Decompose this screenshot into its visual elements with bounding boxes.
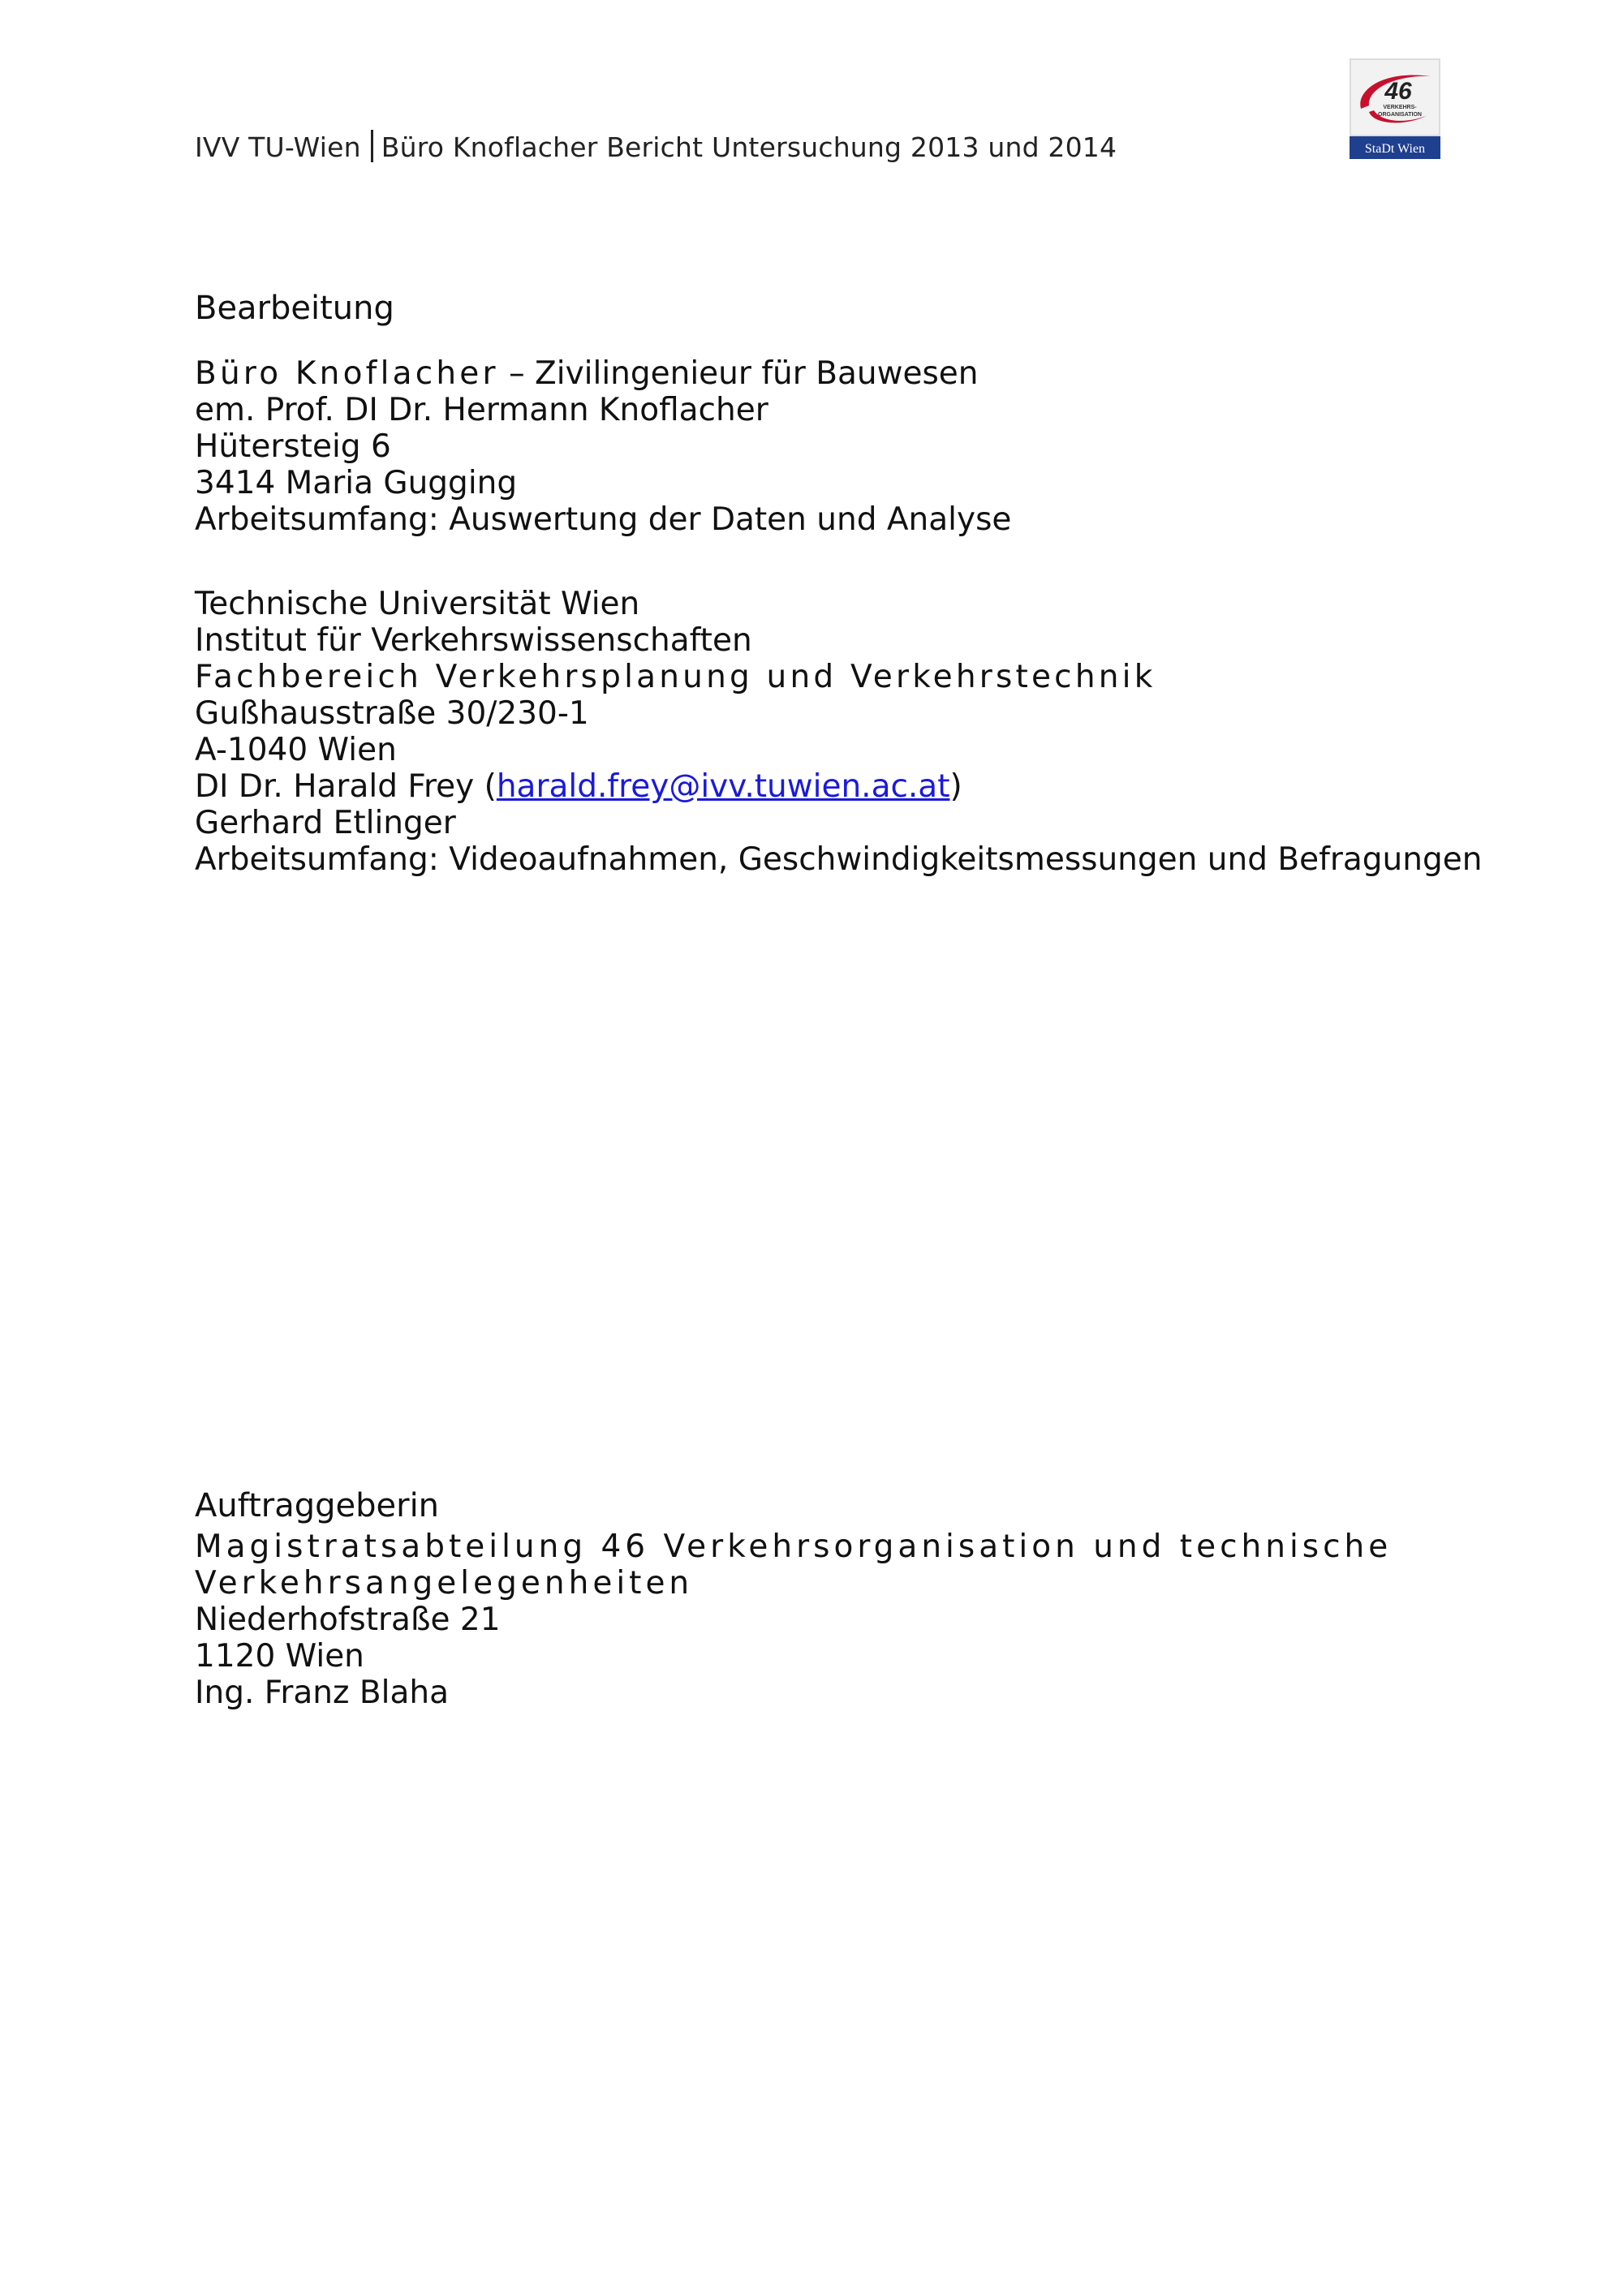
logo-subtitle-1: VERKEHRS- — [1383, 105, 1417, 110]
tu-university: Technische Universität Wien — [195, 586, 640, 622]
bearbeitung-city: 3414 Maria Gugging — [195, 465, 518, 501]
auftraggeberin-org-line2: Verkehrsangelegenheiten — [195, 1565, 694, 1602]
auftraggeberin-person: Ing. Franz Blaha — [195, 1675, 449, 1711]
tu-section — [195, 586, 1482, 878]
buero-name: Büro Knoflacher — [195, 355, 499, 392]
buero-suffix: – Zivilingenieur für Bauwesen — [498, 355, 979, 392]
tu-contact — [195, 768, 1482, 805]
contact-email-link[interactable]: harald.frey@ivv.tuwien.ac.at — [496, 768, 950, 805]
ma46-logo — [1350, 58, 1440, 159]
contact-prefix: DI Dr. Harald Frey ( — [195, 768, 497, 805]
header-separator — [371, 130, 373, 162]
bearbeitung-street: Hütersteig 6 — [195, 428, 391, 465]
bearbeitung-heading: Bearbeitung — [195, 290, 394, 327]
bearbeitung-section — [195, 286, 1011, 538]
contact-suffix: ) — [949, 768, 962, 805]
header-title: Büro Knoflacher Bericht Untersuchung 2013 und 2014 — [381, 131, 1117, 163]
running-header — [195, 130, 1117, 163]
header-left: IVV TU-Wien — [195, 131, 361, 163]
auftraggeberin-heading: Auftraggeberin — [195, 1487, 440, 1524]
tu-department: Fachbereich Verkehrsplanung und Verkehrstechnik — [195, 659, 1156, 695]
logo-subtitle-2: ORGANISATION — [1378, 112, 1422, 118]
auftraggeberin-street: Niederhofstraße 21 — [195, 1602, 501, 1638]
tu-street: Gußhausstraße 30/230-1 — [195, 695, 589, 732]
logo-number: 46 — [1384, 78, 1412, 105]
tu-city: A-1040 Wien — [195, 732, 397, 768]
tu-institute: Institut für Verkehrswissenschaften — [195, 622, 752, 659]
bearbeitung-scope: Arbeitsumfang: Auswertung der Daten und Analyse — [195, 501, 1012, 538]
auftraggeberin-section — [195, 1483, 1392, 1711]
auftraggeberin-org-line1: Magistratsabteilung 46 Verkehrsorganisation und technische — [195, 1529, 1393, 1565]
tu-person2: Gerhard Etlinger — [195, 805, 456, 841]
bearbeitung-person: em. Prof. DI Dr. Hermann Knoflacher — [195, 392, 768, 428]
tu-scope: Arbeitsumfang: Videoaufnahmen, Geschwindigkeitsmessungen und Befragungen — [195, 841, 1483, 878]
buero-line — [195, 355, 1011, 392]
logo-city-text: StaDt Wien — [1364, 142, 1426, 156]
auftraggeberin-city: 1120 Wien — [195, 1638, 364, 1675]
